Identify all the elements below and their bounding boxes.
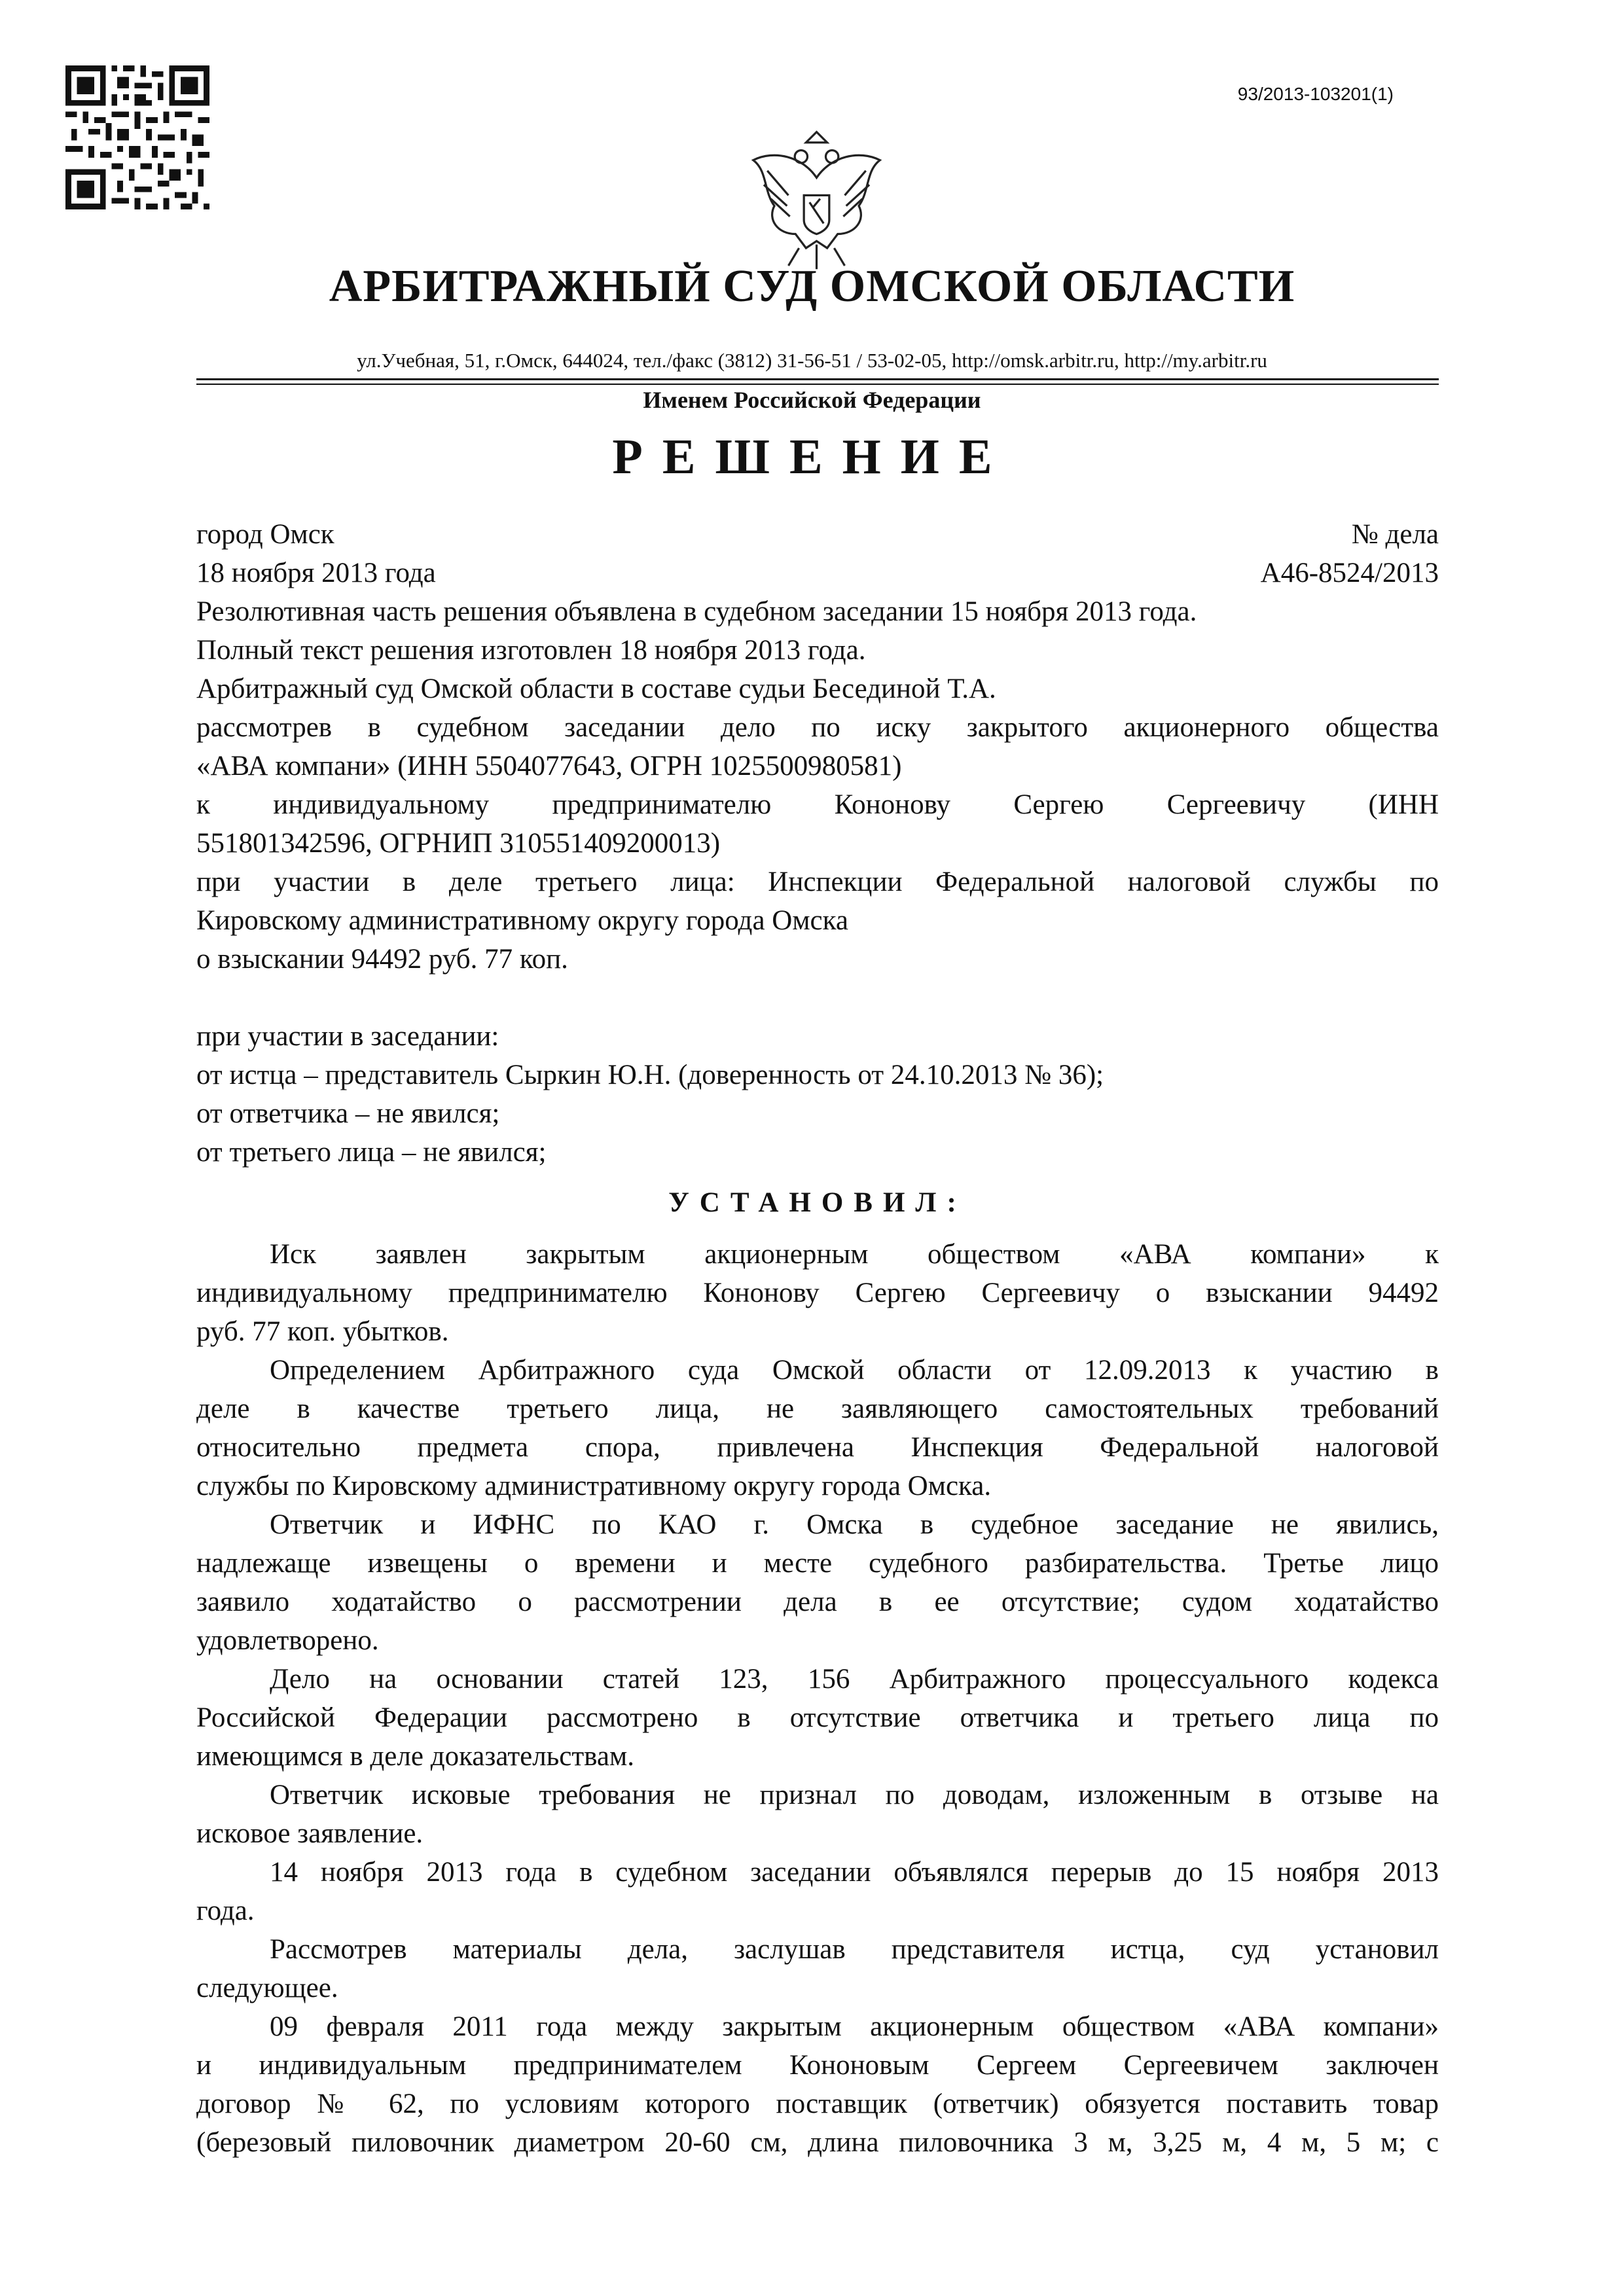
coat-of-arms-icon bbox=[746, 128, 887, 274]
paragraph-line: индивидуальному предпринимателю Кононову Сергею Сергеевичу о взыскании 94492 bbox=[196, 1278, 1439, 1308]
document-title: РЕШЕНИЕ bbox=[612, 429, 1012, 484]
header-rule bbox=[196, 384, 1439, 385]
case-label: № дела bbox=[1351, 519, 1439, 550]
paragraph-line: имеющимся в деле доказательствам. bbox=[196, 1741, 634, 1772]
paragraph-line: и индивидуальным предпринимателем Кононовым Сергеем Сергеевичем заключен bbox=[196, 2050, 1439, 2081]
in-the-name-line: Именем Российской Федерации bbox=[643, 387, 981, 413]
document-id: 93/2013-103201(1) bbox=[1237, 84, 1394, 104]
paragraph-line: удовлетворено. bbox=[196, 1625, 379, 1656]
meta-row bbox=[196, 554, 1439, 592]
intro-line: Арбитражный суд Омской области в составе судьи Бесединой Т.А. bbox=[196, 673, 996, 704]
paragraph-line: Российской Федерации рассмотрено в отсутствие ответчика и третьего лица по bbox=[196, 1702, 1439, 1733]
intro-line: о взыскании 94492 руб. 77 коп. bbox=[196, 944, 568, 975]
paragraph-line: 14 ноября 2013 года в судебном заседании объявлялся перерыв до 15 ноября 2013 bbox=[270, 1857, 1439, 1888]
intro-line: Кировскому административному округу города Омска bbox=[196, 905, 848, 936]
paragraph-line: 09 февраля 2011 года между закрытым акционерным обществом «АВА компани» bbox=[270, 2011, 1439, 2042]
intro-line: Полный текст решения изготовлен 18 ноября 2013 года. bbox=[196, 635, 866, 666]
paragraph-line: Дело на основании статей 123, 156 Арбитражного процессуального кодекса bbox=[270, 1664, 1439, 1695]
document-body bbox=[196, 515, 1439, 2162]
intro-line: рассмотрев в судебном заседании дело по иску закрытого акционерного общества bbox=[196, 712, 1439, 743]
participants-line: от истца – представитель Сыркин Ю.Н. (доверенность от 24.10.2013 № 36); bbox=[196, 1060, 1104, 1090]
case-number: А46-8524/2013 bbox=[1260, 558, 1439, 588]
header-rule bbox=[196, 378, 1439, 380]
city: город Омск bbox=[196, 519, 334, 550]
participants-line: при участии в заседании: bbox=[196, 1021, 499, 1052]
paragraph-line: года. bbox=[196, 1895, 255, 1926]
participants-line: от третьего лица – не явился; bbox=[196, 1137, 547, 1168]
paragraph-line: договор № 62, по условиям которого поставщик (ответчик) обязуется поставить товар bbox=[196, 2089, 1439, 2119]
paragraph-line: заявило ходатайство о рассмотрении дела в ее отсутствие; судом ходатайство bbox=[196, 1587, 1439, 1617]
paragraph-line: (березовый пиловочник диаметром 20-60 см, длина пиловочника 3 м, 3,25 м, 4 м, 5 м; с bbox=[196, 2127, 1439, 2158]
paragraph-line: следующее. bbox=[196, 1973, 338, 2003]
paragraph-line: надлежаще извещены о времени и месте судебного разбирательства. Третье лицо bbox=[196, 1548, 1439, 1579]
paragraph-line: относительно предмета спора, привлечена Инспекция Федеральной налоговой bbox=[196, 1432, 1439, 1463]
paragraph-line: Ответчик и ИФНС по КАО г. Омска в судебное заседание не явились, bbox=[270, 1509, 1439, 1540]
intro-line: Резолютивная часть решения объявлена в судебном заседании 15 ноября 2013 года. bbox=[196, 596, 1197, 627]
paragraph-line: исковое заявление. bbox=[196, 1818, 424, 1849]
participants-line: от ответчика – не явился; bbox=[196, 1098, 500, 1129]
paragraph-line: Иск заявлен закрытым акционерным обществом «АВА компани» к bbox=[270, 1239, 1439, 1270]
court-title: АРБИТРАЖНЫЙ СУД ОМСКОЙ ОБЛАСТИ bbox=[329, 261, 1295, 312]
decision-date: 18 ноября 2013 года bbox=[196, 558, 436, 588]
paragraph-line: Определением Арбитражного суда Омской области от 12.09.2013 к участию в bbox=[270, 1355, 1439, 1386]
paragraph-line: Рассмотрев материалы дела, заслушав представителя истца, суд установил bbox=[270, 1934, 1439, 1965]
paragraph-line: Ответчик исковые требования не признал по доводам, изложенным в отзыве на bbox=[270, 1780, 1439, 1810]
intro-line: 551801342596, ОГРНИП 310551409200013) bbox=[196, 828, 721, 859]
paragraph-line: руб. 77 коп. убытков. bbox=[196, 1316, 449, 1347]
meta-row bbox=[196, 515, 1439, 554]
intro-line: при участии в деле третьего лица: Инспекции Федеральной налоговой службы по bbox=[196, 867, 1439, 897]
intro-line: «АВА компани» (ИНН 5504077643, ОГРН 1025500980581) bbox=[196, 751, 902, 781]
paragraph-line: службы по Кировскому административному округу города Омска. bbox=[196, 1471, 992, 1501]
court-address: ул.Учебная, 51, г.Омск, 644024, тел./факс (3812) 31-56-51 / 53-02-05, http://omsk.arbitr.ru, http://my.arbitr.ru bbox=[357, 349, 1267, 372]
intro-line: к индивидуальному предпринимателю Кононову Сергею Сергеевичу (ИНН bbox=[196, 789, 1439, 820]
qr-code-icon bbox=[65, 65, 209, 209]
established-heading: УСТАНОВИЛ: bbox=[668, 1187, 967, 1218]
paragraph-line: деле в качестве третьего лица, не заявляющего самостоятельных требований bbox=[196, 1393, 1439, 1424]
